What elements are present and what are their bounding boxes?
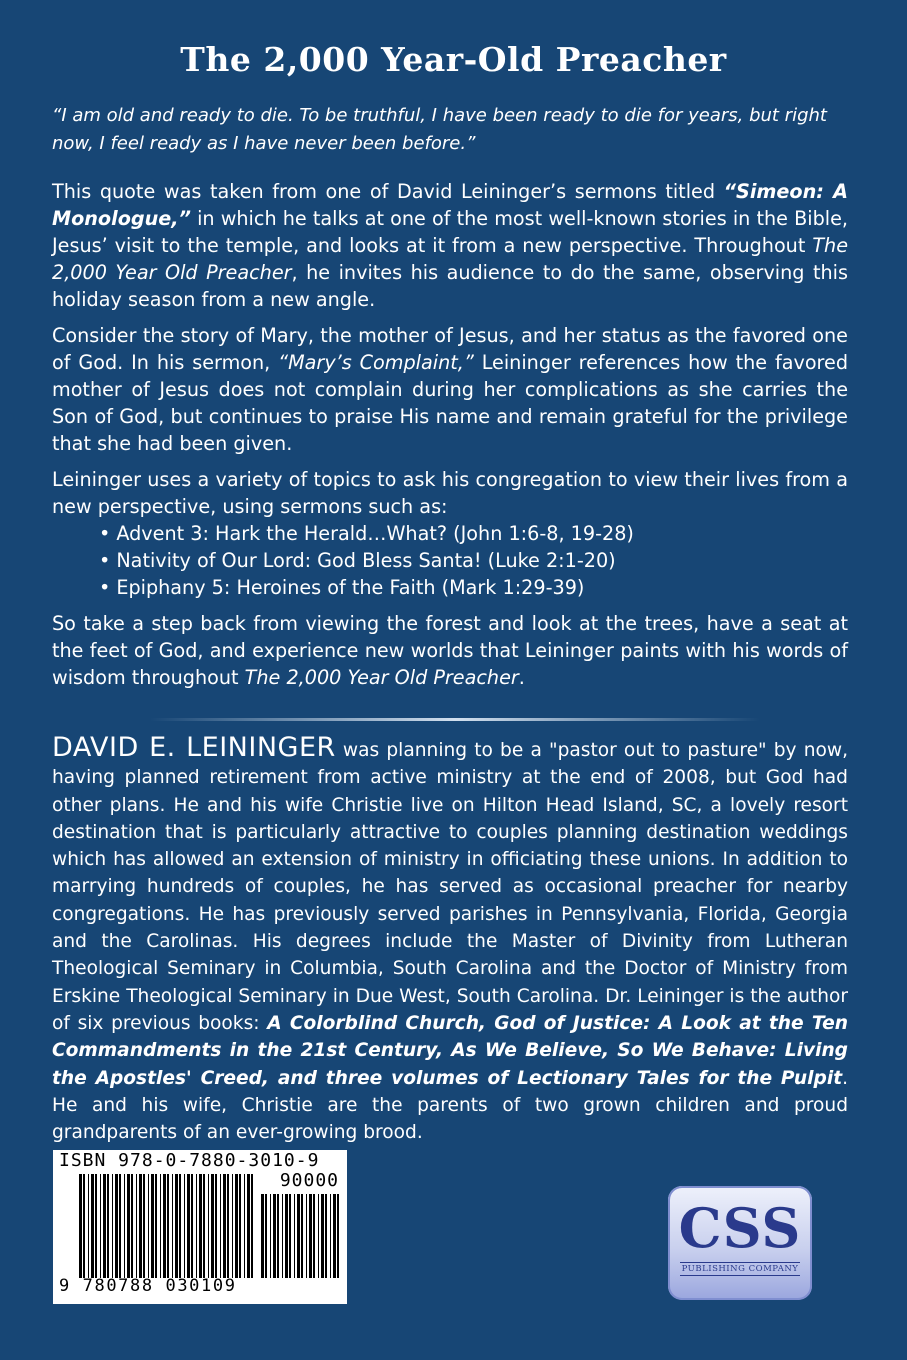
book-title: The 2,000 Year-Old Preacher [180,40,727,79]
paragraph-3: Leininger uses a variety of topics to ask his congregation to view their lives from a new perspective, using sermons such as: [52,468,848,518]
author-name: DAVID E. LEININGER [52,732,336,763]
isbn-text: ISBN 978-0-7880-3010-9 [59,1150,320,1171]
isbn-barcode [53,1150,347,1304]
publisher-logo [668,1186,812,1300]
paragraph-4: So take a step back from viewing the forest and look at the trees, have a seat at the feet of God, and experience new worlds that Leininger paints with his words of wisdom throughout The 2,000 Year Old Preacher. [52,612,848,689]
paragraph-1: This quote was taken from one of David Leininger’s sermons titled “Simeon: A Monologue,” in which he talks at one of the most well-known stories in the Bible, Jesus’ visit to the temple, and looks at it from a new perspective. Throughout The 2,000 Year Old Preacher, he invites his audience to do the same, observing this holiday season from a new angle. [52,180,848,311]
book-title-inline: The 2,000 Year Old Preacher [52,234,848,284]
barcode-bars-icon [79,1174,253,1278]
sermon-list [52,520,848,601]
previous-books: A Colorblind Church, God of Justice: A Look at the Ten Commandments in the 21st Century, As We Believe, So We Behave: Living the Apostles' Creed, and three volumes of Lectionary Tales for the Pulpit [52,1012,848,1089]
publisher-logo-letters: CSS [678,1196,802,1260]
paragraph-2: Consider the story of Mary, the mother of Jesus, and her status as the favored one of God. In his sermon, “Mary’s Complaint,” Leininger references how the favored mother of Jesus does not complain during her complications as she carries the Son of God, but continues to praise His name and remain grateful for the privilege that she had been given. [52,324,849,455]
list-item: • Advent 3: Hark the Herald…What? (John 1:6-8, 19-28) [99,522,634,545]
description [52,178,848,700]
author-bio: DAVID E. LEININGER was planning to be a "pastor out to pasture" by now, having planned retirement from active ministry at the end of 2008, but God had other plans. He and his wife Christie live on Hilton Head Island, SC, a lovely resort destination that is particularly attractive to couples planning destination weddings which has allowed an extension of ministry in officiating these unions. In addition to marrying hundreds of couples, he has served as occasional preacher for nearby congregations. He has previously served parishes in Pennsylvania, Florida, Georgia and the Carolinas. His degrees include the Master of Divinity from Lutheran Theological Seminary in Columbia, South Carolina and the Doctor of Ministry from Erskine Theological Seminary in Due West, South Carolina. Dr. Leininger is the author of six previous books: A Colorblind Church, God of Justice: A Look at the Ten Commandments in the 21st Century, As We Believe, So We Behave: Living the Apostles' Creed, and three volumes of Lectionary Tales for the Pulpit. He and his wife, Christie are the parents of two grown children and proud grandparents of an ever-growing brood. [52,732,848,1144]
list-item: • Epiphany 5: Heroines of the Faith (Mark 1:29-39) [99,576,585,599]
publisher-name: PUBLISHING COMPANY [681,1264,799,1274]
section-divider [150,718,760,721]
opening-quote: “I am old and ready to die. To be truthful, I have been ready to die for years, but right now, I feel ready as I have never been before.” [52,105,827,154]
barcode-number: 9 780788 030109 [59,1276,237,1296]
price-barcode-icon [261,1194,339,1278]
sermon-title-mary: “Mary’s Complaint,” [278,351,474,374]
sermon-title-simeon: “Simeon: A Monologue,” [52,180,848,230]
list-item: • Nativity of Our Lord: God Bless Santa! (Luke 2:1-20) [99,549,616,572]
book-title-inline: The 2,000 Year Old Preacher [244,666,519,689]
price-code: 90000 [279,1170,339,1191]
